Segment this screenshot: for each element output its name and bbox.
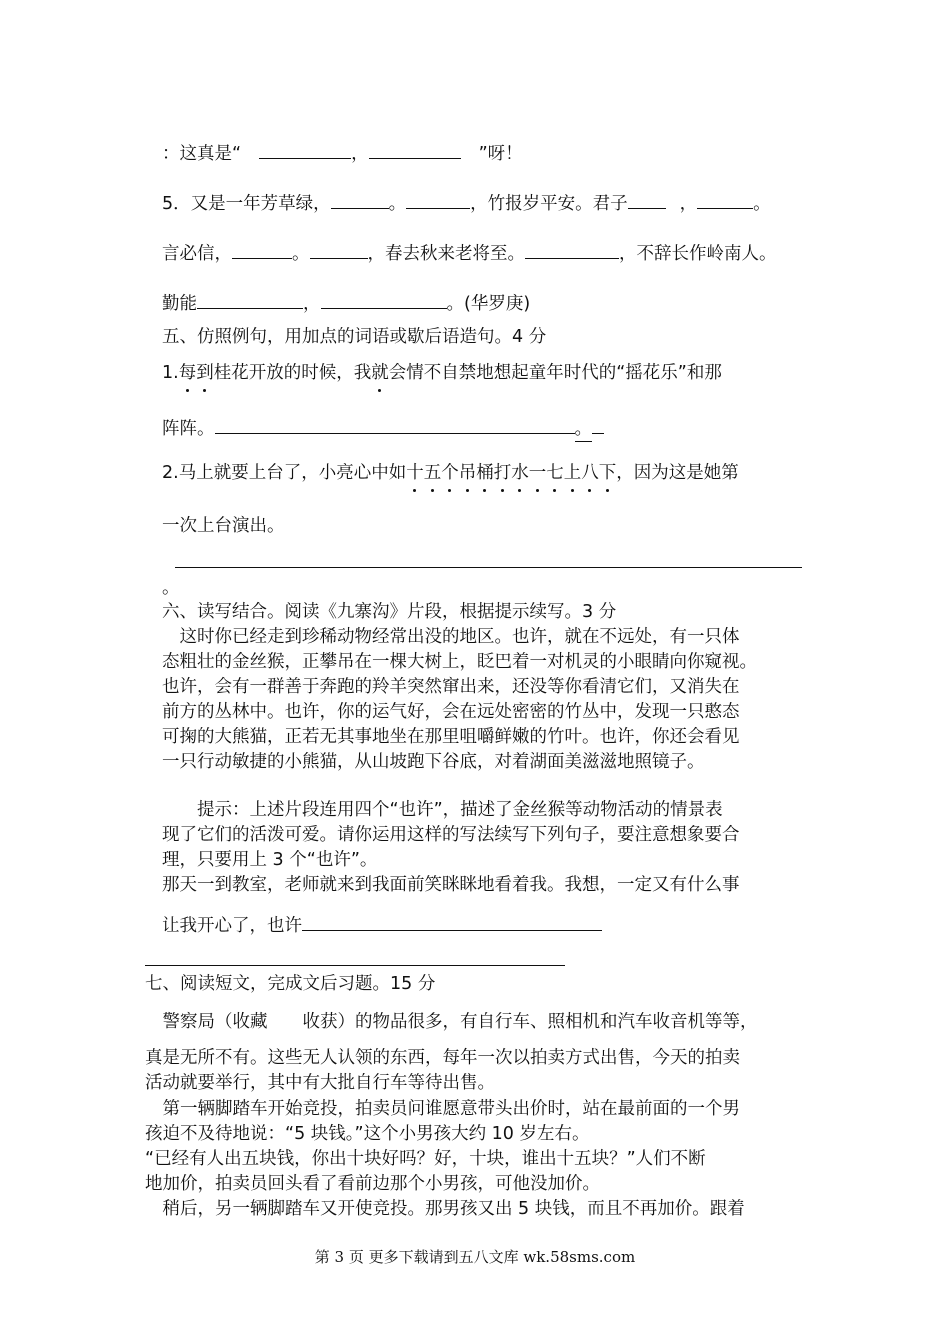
dotted-word-meidao xyxy=(179,363,214,383)
emphasis-char: 上 xyxy=(563,463,582,483)
s6-answer-blank[interactable] xyxy=(302,912,602,931)
q4-prefix: ：这真是“ xyxy=(162,144,242,164)
s7-passage-line: 地加价，拍卖员回头看了看前边那个小男孩，可他没加价。 xyxy=(145,1174,600,1194)
s6-answer-line-2[interactable] xyxy=(145,965,565,966)
emphasis-char: 到 xyxy=(196,363,214,383)
emphasis-char: 每 xyxy=(178,363,197,383)
emphasis-char: 八 xyxy=(581,463,599,483)
q5-line-2: 言必信， 。 ，春去秋来老将至。 ，不辞长作岭南人。 xyxy=(162,240,777,266)
s7-passage-line: 稍后，另一辆脚踏车又开使竞投。那男孩又出 5 块钱，而且不再加价。跟着 xyxy=(145,1199,745,1219)
s5-example-2-line-2: 一次上台演出。 xyxy=(162,516,285,536)
q5-line-1: 5．又是一年芳草绿， 。 ，竹报岁平安。君子 ， 。 xyxy=(162,190,771,216)
s5-end-mark: 。 xyxy=(162,578,180,598)
s6-passage-line: 态粗壮的金丝猴，正攀吊在一棵大树上，眨巴着一对机灵的小眼睛向你窥视。 xyxy=(162,652,757,672)
s6-passage-line: 这时你已经走到珍稀动物经常出没的地区。也许，就在不远处，有一只体 xyxy=(162,627,740,647)
section-6-heading: 六、读写结合。阅读《九寨沟》片段，根据提示续写。3 分 xyxy=(162,602,617,622)
s5-example-1: 1.每到桂花开放的时候，我就会情不自禁地想起童年时代的“摇花乐”和那 xyxy=(162,363,722,383)
q5-line-3: 勤能 ， 。(华罗庚) xyxy=(162,290,530,316)
q5-blank-1[interactable] xyxy=(331,190,389,209)
page-footer: 第 3 页 更多下载请到五八文库 wk.58sms.com xyxy=(314,1248,636,1266)
s7-passage-line: 警察局（收藏 收获）的物品很多，有自行车、照相机和汽车收音机等等， xyxy=(145,1012,758,1032)
s6-passage-line: 前方的丛林中。也许，你的运气好，会在远处密密的竹丛中，发现一只憨态 xyxy=(162,702,740,722)
s5-example-2: 2.马上就要上台了，小亮心中如十五个吊桶打水一七上八下，因为这是她第 xyxy=(162,463,739,483)
q5-blank-8[interactable] xyxy=(197,290,303,309)
section-7-heading: 七、阅读短文，完成文后习题。15 分 xyxy=(145,974,436,994)
s6-hint-line: 提示：上述片段连用四个“也许”，描述了金丝猴等动物活动的情景表 xyxy=(162,800,723,820)
emphasis-char: 就 xyxy=(371,363,389,383)
q4-comma: ， xyxy=(351,144,369,164)
q5-blank-4[interactable] xyxy=(697,190,753,209)
s5-answer-1: 阵阵。 。 xyxy=(162,415,604,442)
section-5-heading: 五、仿照例句，用加点的词语或歇后语造句。4 分 xyxy=(162,327,547,347)
s5-answer-2-line[interactable] xyxy=(175,567,802,568)
s6-hint-line: 现了它们的活泼可爱。请你运用这样的写法续写下列句子，要注意想象要合 xyxy=(162,825,740,845)
emphasis-char: 打 xyxy=(493,463,512,483)
emphasis-char: 十 xyxy=(406,463,424,483)
dotted-word-jiu xyxy=(371,363,389,383)
s6-task-line-1: 那天一到教室，老师就来到我面前笑眯眯地看着我。我想，一定又有什么事 xyxy=(162,875,740,895)
s7-passage-line: 真是无所不有。这些无人认领的东西，每年一次以拍卖方式出售，今天的拍卖 xyxy=(145,1048,740,1068)
q4-blank-1[interactable] xyxy=(259,140,351,159)
q5-blank-5[interactable] xyxy=(232,240,292,259)
s6-task-line-2: 让我开心了，也许 xyxy=(162,912,602,938)
s7-passage-line: 孩迫不及待地说：“5 块钱。”这个小男孩大约 10 岁左右。 xyxy=(145,1124,590,1144)
emphasis-char: 一 xyxy=(528,463,547,483)
emphasis-char: 下 xyxy=(598,463,617,483)
q4-blank-2[interactable] xyxy=(369,140,461,159)
emphasis-char: 五 xyxy=(423,463,442,483)
s5-answer-1-blank[interactable] xyxy=(215,415,575,434)
emphasis-char: 桶 xyxy=(476,463,494,483)
q5-blank-9[interactable] xyxy=(321,290,447,309)
emphasis-char: 七 xyxy=(546,463,564,483)
q5-blank-7[interactable] xyxy=(525,240,619,259)
s6-passage-line: 一只行动敏捷的小熊猫，从山坡跑下谷底，对着湖面美滋滋地照镜子。 xyxy=(162,752,705,772)
q4-tail-line xyxy=(162,140,523,166)
s6-passage-line: 可掬的大熊猫，正若无其事地坐在那里咀嚼鲜嫩的竹叶。也许，你还会看见 xyxy=(162,727,740,747)
emphasis-char: 吊 xyxy=(458,463,477,483)
q5-blank-6[interactable] xyxy=(310,240,368,259)
s7-passage-line: “已经有人出五块钱，你出十块好吗？好，十块，谁出十五块？”人们不断 xyxy=(145,1149,706,1169)
q4-suffix: ”呀！ xyxy=(478,144,523,164)
s7-passage-line: 第一辆脚踏车开始竞投，拍卖员问谁愿意带头出价时，站在最前面的一个男 xyxy=(145,1099,740,1119)
q5-blank-2[interactable] xyxy=(406,190,470,209)
q5-blank-3[interactable] xyxy=(628,190,666,209)
s6-hint-line: 理，只要用上 3 个“也许”。 xyxy=(162,850,378,870)
s6-passage-line: 也许，会有一群善于奔跑的羚羊突然窜出来，还没等你看清它们，又消失在 xyxy=(162,677,740,697)
emphasis-char: 水 xyxy=(511,463,529,483)
emphasis-char: 个 xyxy=(441,463,459,483)
dotted-xiehouyu xyxy=(406,463,616,483)
s7-passage-line: 活动就要举行，其中有大批自行车等待出售。 xyxy=(145,1073,495,1093)
